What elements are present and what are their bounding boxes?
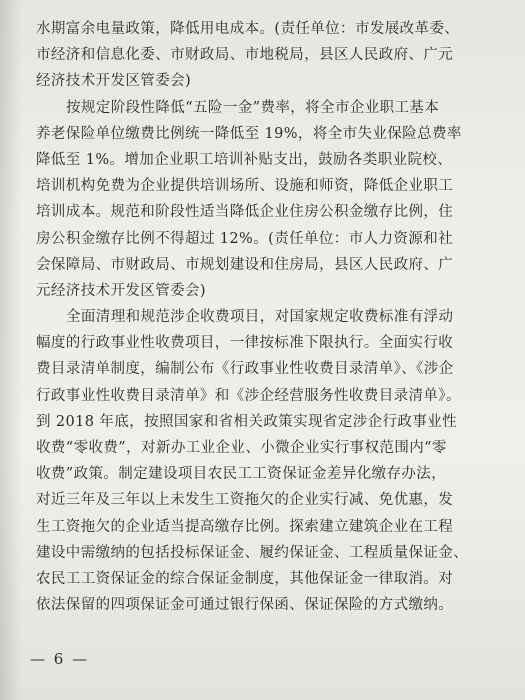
text-line: 元经济技术开发区管委会) — [36, 282, 206, 299]
text-line: 培训机构免费为企业提供培训场所、设施和师资，降低企业职工 — [36, 178, 454, 195]
text-line: 房公积金缴存比例不得超过 12%。(责任单位：市人力资源和社 — [36, 230, 453, 247]
text-line: 养老保险单位缴费比例统一降低至 19%，将全市失业保险总费率 — [36, 125, 462, 142]
text-line: 行政事业性收费目录清单》和《涉企经营服务性收费目录清单》。 — [36, 387, 461, 404]
text-line: 生工资拖欠的企业适当提高缴存比例。探索建立建筑企业在工程 — [36, 518, 454, 535]
paragraph-start-line: 全面清理和规范涉企收费项目，对国家规定收费标准有浮动 — [66, 309, 454, 326]
text-line: 到 2018 年底，按照国家和省相关政策实现省定涉企行政事业性 — [36, 413, 458, 430]
text-line: 经济技术开发区管委会) — [36, 73, 192, 90]
page-shadow — [0, 0, 22, 700]
paragraph-start-line: 按规定阶段性降低“五险一金”费率，将全市企业职工基本 — [66, 99, 440, 116]
text-line: 依法保留的四项保证金可通过银行保函、保证保险的方式缴纳。 — [36, 597, 454, 614]
text-line: 幅度的行政事业性收费项目，一律按标准下限执行。全面实行收 — [36, 335, 454, 352]
text-line: 会保障局、市财政局、市规划建设和住房局，县区人民政府、广 — [36, 256, 454, 273]
text-line: 培训成本。规范和阶段性适当降低企业住房公积金缴存比例，住 — [36, 204, 454, 221]
body-text — [36, 16, 506, 618]
text-line: 市经济和信息化委、市财政局、市地税局，县区人民政府、广元 — [36, 47, 454, 64]
text-line: 建设中需缴纳的包括投标保证金、履约保证金、工程质量保证金、 — [36, 544, 469, 561]
text-line: 对近三年及三年以上未发生工资拖欠的企业实行减、免优惠，发 — [36, 492, 454, 509]
text-line: 收费“零收费”，对新办工业企业、小微企业实行事权范围内“零 — [36, 440, 447, 456]
text-line: 收费”政策。制定建设项目农民工工资保证金差异化缴存办法， — [36, 466, 447, 483]
page-number: — 6 — — [30, 650, 90, 668]
text-line: 水期富余电量政策，降低用电成本。(责任单位：市发展改革委、 — [36, 21, 460, 37]
text-line: 费目录清单制度，编制公布《行政事业性收费目录清单》、《涉企 — [36, 361, 454, 378]
text-line: 农民工工资保证金的综合保证金制度，其他保证金一律取消。对 — [36, 570, 454, 587]
text-line: 降低至 1%。增加企业职工培训补贴支出，鼓励各类职业院校、 — [36, 151, 453, 168]
